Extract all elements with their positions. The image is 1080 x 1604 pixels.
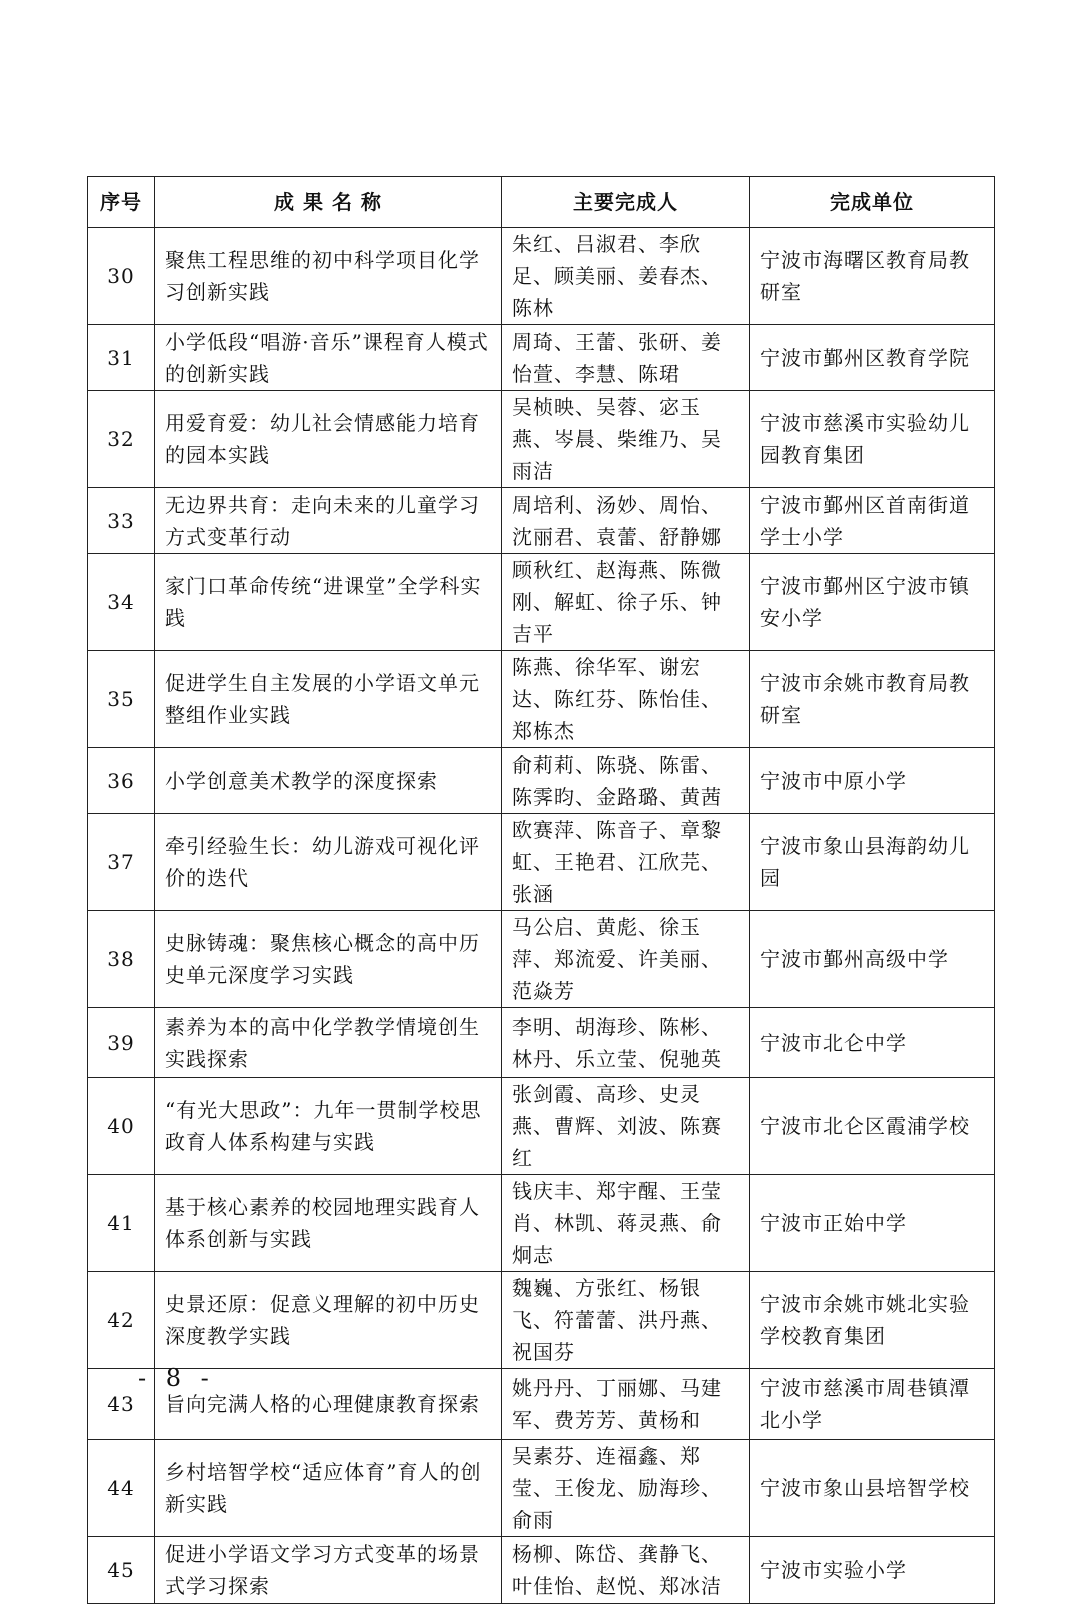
table-row [88, 488, 995, 554]
row-number: 30 [88, 228, 155, 325]
row-number: 40 [88, 1078, 155, 1175]
row-number: 43 [88, 1369, 155, 1440]
row-number: 41 [88, 1175, 155, 1272]
row-title: 无边界共育：走向未来的儿童学习方式变革行动 [155, 488, 502, 554]
table-row [88, 1537, 995, 1604]
row-number: 35 [88, 651, 155, 748]
row-unit: 宁波市北仑中学 [750, 1008, 995, 1078]
row-title: 促进小学语文学习方式变革的场景式学习探索 [155, 1537, 502, 1604]
row-title: 小学低段“唱游·音乐”课程育人模式的创新实践 [155, 325, 502, 391]
row-number: 32 [88, 391, 155, 488]
row-title: 家门口革命传统“进课堂”全学科实践 [155, 554, 502, 651]
header-unit: 完成单位 [750, 177, 995, 228]
row-number: 36 [88, 748, 155, 814]
table-row [88, 911, 995, 1008]
row-title: 史景还原：促意义理解的初中历史深度教学实践 [155, 1272, 502, 1369]
row-people: 吴桢映、吴蓉、宓玉燕、岑晨、柴维乃、吴雨洁 [502, 391, 750, 488]
table-row [88, 814, 995, 911]
table-row [88, 1175, 995, 1272]
row-number: 42 [88, 1272, 155, 1369]
row-title: “有光大思政”：九年一贯制学校思政育人体系构建与实践 [155, 1078, 502, 1175]
table-row [88, 228, 995, 325]
row-unit: 宁波市海曙区教育局教研室 [750, 228, 995, 325]
row-title: 小学创意美术教学的深度探索 [155, 748, 502, 814]
row-number: 38 [88, 911, 155, 1008]
row-title: 促进学生自主发展的小学语文单元整组作业实践 [155, 651, 502, 748]
page-number: - 8 - [138, 1364, 215, 1392]
table-row [88, 1078, 995, 1175]
row-unit: 宁波市慈溪市实验幼儿园教育集团 [750, 391, 995, 488]
row-people: 俞莉莉、陈骁、陈雷、陈霁昀、金路璐、黄茜 [502, 748, 750, 814]
row-unit: 宁波市实验小学 [750, 1537, 995, 1604]
row-number: 39 [88, 1008, 155, 1078]
table-row [88, 1008, 995, 1078]
row-people: 吴素芬、连福鑫、郑莹、王俊龙、励海珍、俞雨 [502, 1440, 750, 1537]
row-unit: 宁波市鄞州区宁波市镇安小学 [750, 554, 995, 651]
row-unit: 宁波市鄞州高级中学 [750, 911, 995, 1008]
row-title: 基于核心素养的校园地理实践育人体系创新与实践 [155, 1175, 502, 1272]
row-people: 陈燕、徐华军、谢宏达、陈红芬、陈怡佳、郑栋杰 [502, 651, 750, 748]
row-unit: 宁波市鄞州区教育学院 [750, 325, 995, 391]
row-number: 44 [88, 1440, 155, 1537]
row-number: 45 [88, 1537, 155, 1604]
row-unit: 宁波市正始中学 [750, 1175, 995, 1272]
row-unit: 宁波市慈溪市周巷镇潭北小学 [750, 1369, 995, 1440]
row-title: 用爱育爱：幼儿社会情感能力培育的园本实践 [155, 391, 502, 488]
row-number: 31 [88, 325, 155, 391]
row-unit: 宁波市象山县培智学校 [750, 1440, 995, 1537]
row-number: 33 [88, 488, 155, 554]
row-unit: 宁波市鄞州区首南街道学士小学 [750, 488, 995, 554]
row-title: 乡村培智学校“适应体育”育人的创新实践 [155, 1440, 502, 1537]
table-row [88, 1440, 995, 1537]
table-header-row [88, 177, 995, 228]
row-title: 素养为本的高中化学教学情境创生实践探索 [155, 1008, 502, 1078]
row-unit: 宁波市北仑区霞浦学校 [750, 1078, 995, 1175]
row-people: 顾秋红、赵海燕、陈微刚、解虹、徐子乐、钟吉平 [502, 554, 750, 651]
row-people: 杨柳、陈岱、龚静飞、叶佳怡、赵悦、郑冰洁 [502, 1537, 750, 1604]
row-number: 37 [88, 814, 155, 911]
table-row [88, 651, 995, 748]
row-number: 34 [88, 554, 155, 651]
table-body [88, 228, 995, 1604]
row-title: 聚焦工程思维的初中科学项目化学习创新实践 [155, 228, 502, 325]
row-people: 张剑霞、高珍、史灵燕、曹辉、刘波、陈赛红 [502, 1078, 750, 1175]
row-unit: 宁波市余姚市教育局教研室 [750, 651, 995, 748]
table-row [88, 748, 995, 814]
table-row [88, 1272, 995, 1369]
row-title: 牵引经验生长：幼儿游戏可视化评价的迭代 [155, 814, 502, 911]
row-people: 李明、胡海珍、陈彬、林丹、乐立莹、倪驰英 [502, 1008, 750, 1078]
row-people: 姚丹丹、丁丽娜、马建军、费芳芳、黄杨和 [502, 1369, 750, 1440]
header-title: 成 果 名 称 [155, 177, 502, 228]
row-people: 魏巍、方张红、杨银飞、符蕾蕾、洪丹燕、祝国芬 [502, 1272, 750, 1369]
row-unit: 宁波市中原小学 [750, 748, 995, 814]
row-people: 周培利、汤妙、周怡、沈丽君、袁蕾、舒静娜 [502, 488, 750, 554]
header-number: 序号 [88, 177, 155, 228]
achievements-table [87, 176, 995, 1604]
table-row [88, 391, 995, 488]
row-title: 史脉铸魂：聚焦核心概念的高中历史单元深度学习实践 [155, 911, 502, 1008]
row-people: 钱庆丰、郑宇醒、王莹肖、林凯、蒋灵燕、俞炯志 [502, 1175, 750, 1272]
row-people: 朱红、吕淑君、李欣足、顾美丽、姜春杰、陈林 [502, 228, 750, 325]
row-unit: 宁波市余姚市姚北实验学校教育集团 [750, 1272, 995, 1369]
table-row [88, 325, 995, 391]
row-title: 旨向完满人格的心理健康教育探索 [155, 1369, 502, 1440]
row-people: 欧赛萍、陈音子、章黎虹、王艳君、江欣芫、张涵 [502, 814, 750, 911]
row-people: 周琦、王蕾、张研、姜怡萱、李慧、陈珺 [502, 325, 750, 391]
table-row [88, 554, 995, 651]
table-row [88, 1369, 995, 1440]
row-unit: 宁波市象山县海韵幼儿园 [750, 814, 995, 911]
header-people: 主要完成人 [502, 177, 750, 228]
row-people: 马公启、黄彪、徐玉萍、郑流爱、许美丽、范焱芳 [502, 911, 750, 1008]
